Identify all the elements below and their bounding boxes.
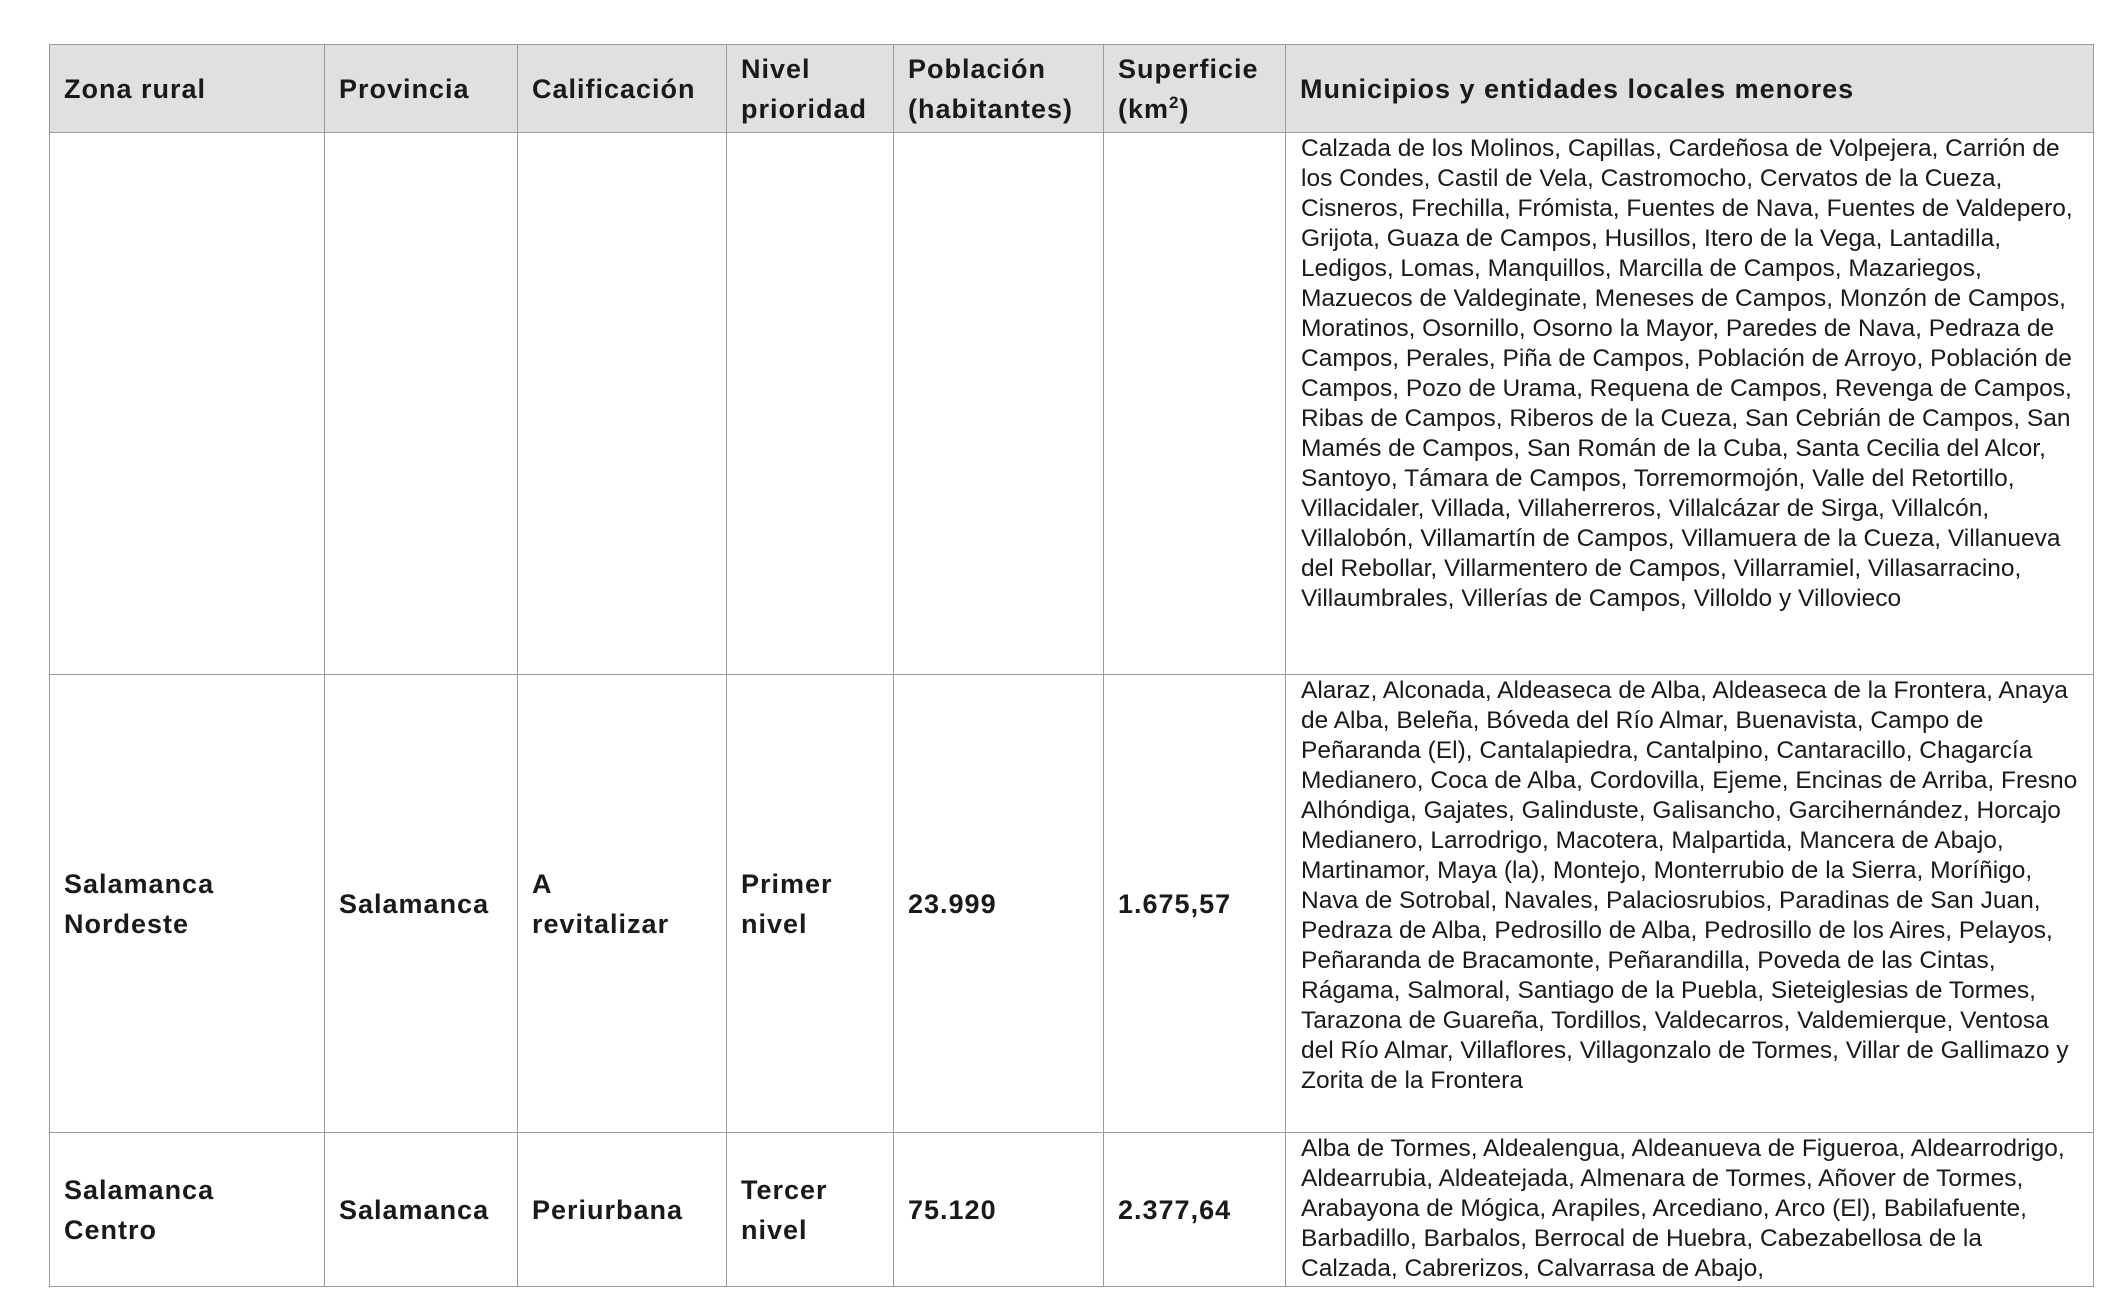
cell-provincia (325, 133, 518, 675)
cell-municipios: Alaraz, Alconada, Aldeaseca de Alba, Aldeaseca de la Frontera, Anaya de Alba, Beleña, Bóveda del Río Almar, Buenavista, Campo de Peñaranda (El), Cantalapiedra, Cantalpino, Cantaracillo, Chagarcía Medianero, Coca de Alba, Cordovilla, Ejeme, Encinas de Arriba, Fresno Alhóndiga, Gajates, Galinduste, Galisancho, Garcihernández, Horcajo Medianero, Larrodrigo, Macotera, Malpartida, Mancera de Abajo, Martinamor, Maya (la), Montejo, Monterrubio de la Sierra, Moríñigo, Nava de Sotrobal, Navales, Palaciosrubios, Paradinas de San Juan, Pedraza de Alba, Pedrosillo de Alba, Pedrosillo de los Aires, Pelayos, Peñaranda de Bracamonte, Peñarandilla, Poveda de las Cintas, Rágama, Salmoral, Santiago de la Puebla, Sieteiglesias de Tormes, Tarazona de Guareña, Tordillos, Valdecarros, Valdemierque, Ventosa del Río Almar, Villaflores, Villagonzalo de Tormes, Villar de Gallimazo y Zorita de la Frontera (1286, 675, 2094, 1133)
cell-calificacion (518, 133, 727, 675)
cell-zona-rural: Salamanca Nordeste (50, 675, 325, 1133)
cell-municipios: Alba de Tormes, Aldealengua, Aldeanueva de Figueroa, Aldearrodrigo, Aldearrubia, Aldeatejada, Almenara de Tormes, Añover de Tormes, Arabayona de Mógica, Arapiles, Arcediano, Arco (El), Babilafuente, Barbadillo, Barbalos, Berrocal de Huebra, Cabezabellosa de la Calzada, Cabrerizos, Calvarrasa de Abajo, (1286, 1133, 2094, 1287)
header-calificacion: Calificación (518, 45, 727, 133)
cell-calificacion: A revitalizar (518, 675, 727, 1133)
cell-nivel-prioridad (727, 133, 894, 675)
table-row (50, 675, 2094, 1133)
cell-poblacion (894, 133, 1104, 675)
cell-nivel-prioridad: Tercer nivel (727, 1133, 894, 1287)
cell-superficie: 2.377,64 (1104, 1133, 1286, 1287)
cell-zona-rural (50, 133, 325, 675)
header-row (50, 45, 2094, 133)
cell-calificacion: Periurbana (518, 1133, 727, 1287)
header-municipios: Municipios y entidades locales menores (1286, 45, 2094, 133)
table-row (50, 1133, 2094, 1287)
cell-poblacion: 23.999 (894, 675, 1104, 1133)
table-row (50, 133, 2094, 675)
header-superficie: Superficie $(km^2)$ (1104, 45, 1286, 133)
cell-provincia: Salamanca (325, 675, 518, 1133)
cell-provincia: Salamanca (325, 1133, 518, 1287)
cell-superficie: 1.675,57 (1104, 675, 1286, 1133)
cell-nivel-prioridad: Primer nivel (727, 675, 894, 1133)
header-nivel-prioridad: Nivel prioridad (727, 45, 894, 133)
header-provincia: Provincia (325, 45, 518, 133)
cell-municipios: Calzada de los Molinos, Capillas, Cardeñosa de Volpejera, Carrión de los Condes, Castil de Vela, Castromocho, Cervatos de la Cueza, Cisneros, Frechilla, Frómista, Fuentes de Nava, Fuentes de Valdepero, Grijota, Guaza de Campos, Husillos, Itero de la Vega, Lantadilla, Ledigos, Lomas, Manquillos, Marcilla de Campos, Mazariegos, Mazuecos de Valdeginate, Meneses de Campos, Monzón de Campos, Moratinos, Osornillo, Osorno la Mayor, Paredes de Nava, Pedraza de Campos, Perales, Piña de Campos, Población de Arroyo, Población de Campos, Pozo de Urama, Requena de Campos, Revenga de Campos, Ribas de Campos, Riberos de la Cueza, San Cebrián de Campos, San Mamés de Campos, San Román de la Cuba, Santa Cecilia del Alcor, Santoyo, Támara de Campos, Torremormojón, Valle del Retortillo, Villacidaler, Villada, Villaherreros, Villalcázar de Sirga, Villalcón, Villalobón, Villamartín de Campos, Villamuera de la Cueza, Villanueva del Rebollar, Villarmentero de Campos, Villarramiel, Villasarracino, Villaumbrales, Villerías de Campos, Villoldo y Villovieco (1286, 133, 2094, 675)
cell-superficie (1104, 133, 1286, 675)
header-zona-rural: Zona rural (50, 45, 325, 133)
header-poblacion: Población (habitantes) (894, 45, 1104, 133)
rural-zones-table (49, 44, 2094, 1287)
cell-poblacion: 75.120 (894, 1133, 1104, 1287)
cell-zona-rural: Salamanca Centro (50, 1133, 325, 1287)
